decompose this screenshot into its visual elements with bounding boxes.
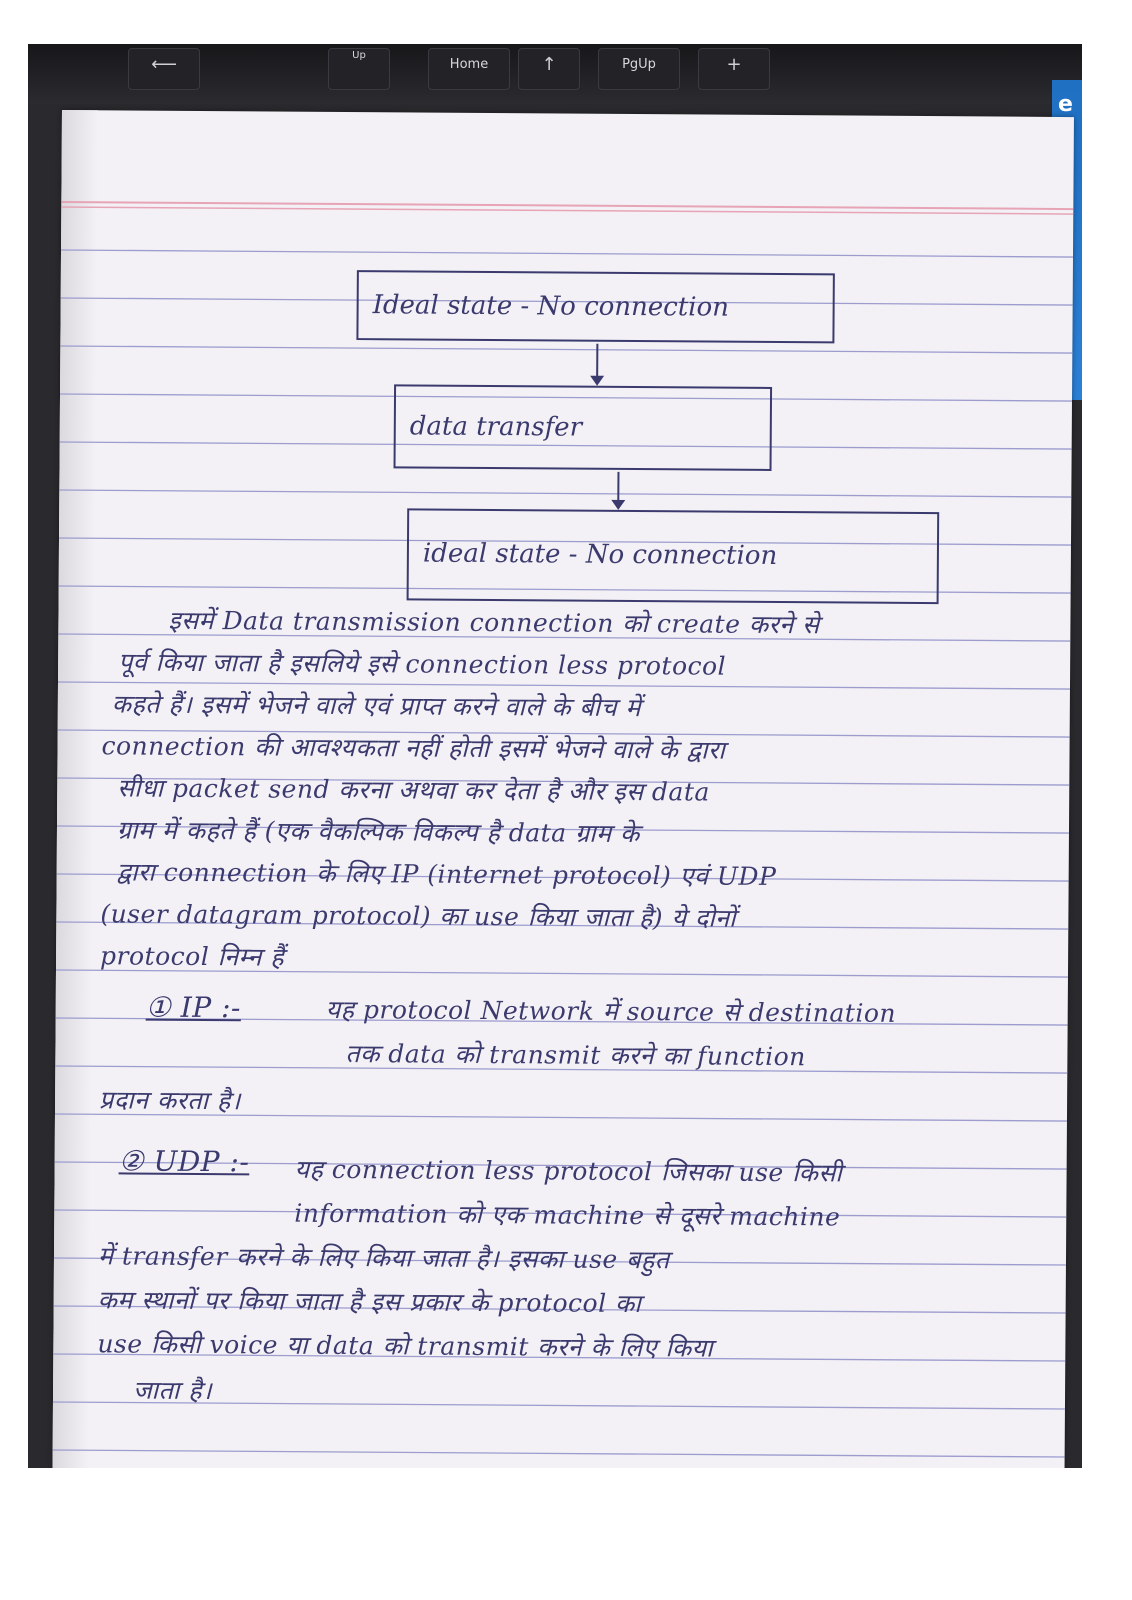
flow-box-ideal-state-1: Ideal state - No connection — [356, 270, 834, 343]
paragraph-line: कहते हैं। इसमें भेजने वाले एवं प्राप्त करने वाले के बीच में — [111, 689, 642, 723]
point-ip-heading: ① IP :- — [145, 990, 242, 1025]
flow-arrow-1 — [596, 344, 598, 384]
point-udp-heading: ② UDP :- — [118, 1144, 250, 1179]
point-ip-line: तक data को transmit करने का function — [345, 1039, 806, 1072]
keyboard-edge — [28, 44, 1082, 104]
point-udp-line: जाता है। — [132, 1375, 213, 1406]
flow-box-data-transfer: data transfer — [394, 384, 773, 471]
point-udp-line: यह connection less protocol जिसका use किसी — [294, 1154, 843, 1188]
key-arrow-left: ⟵ — [128, 48, 200, 90]
point-ip-line: प्रदान करता है। — [98, 1085, 241, 1116]
point-udp-line: कम स्थानों पर किया जाता है इस प्रकार के protocol का — [97, 1285, 642, 1319]
side-label: e — [1058, 92, 1073, 117]
point-udp — [93, 1144, 1055, 1451]
paragraph-line: (user datagram protocol) का use किया जाता है) ये दोनों — [100, 899, 737, 933]
point-udp-line: use किसी voice या data को transmit करने के लिए किया — [97, 1329, 714, 1363]
key-arrow-up: ↑ — [518, 48, 580, 90]
paragraph-line: ग्राम में कहते हैं (एक वैकल्पिक विकल्प है data ग्राम के — [116, 815, 640, 849]
point-ip-line: यह protocol Network में source से destination — [325, 994, 897, 1028]
point-udp-line: information को एक machine से दूसरे machine — [294, 1198, 841, 1232]
key-pgup: PgUp — [598, 48, 680, 90]
flow-arrow-2 — [617, 472, 619, 508]
paragraph-block — [96, 602, 1059, 989]
point-ip — [95, 990, 1056, 1147]
paragraph-line: इसमें Data transmission connection को create करने से — [168, 605, 820, 640]
paragraph-line: पूर्व किया जाता है इसलिये इसे connection less protocol — [118, 647, 727, 681]
flow-box-ideal-state-2: ideal state - No connection — [407, 508, 940, 604]
key-up: Up — [328, 48, 390, 90]
key-home: Home — [428, 48, 510, 90]
paragraph-line: द्वारा connection के लिए IP (internet protocol) एवं UDP — [116, 857, 777, 892]
point-udp-line: में transfer करने के लिए किया जाता है। इसका use बहुत — [97, 1241, 670, 1275]
paragraph-line: protocol निम्न हैं — [99, 941, 285, 972]
paragraph-line: सीधा packet send करना अथवा कर देता है और इस data — [117, 773, 710, 807]
key-plus: + — [698, 48, 770, 90]
notebook-photo — [28, 44, 1082, 1468]
notebook-page — [53, 110, 1074, 1468]
paragraph-line: connection की आवश्यकता नहीं होती इसमें भेजने वाले के द्वारा — [101, 731, 726, 765]
